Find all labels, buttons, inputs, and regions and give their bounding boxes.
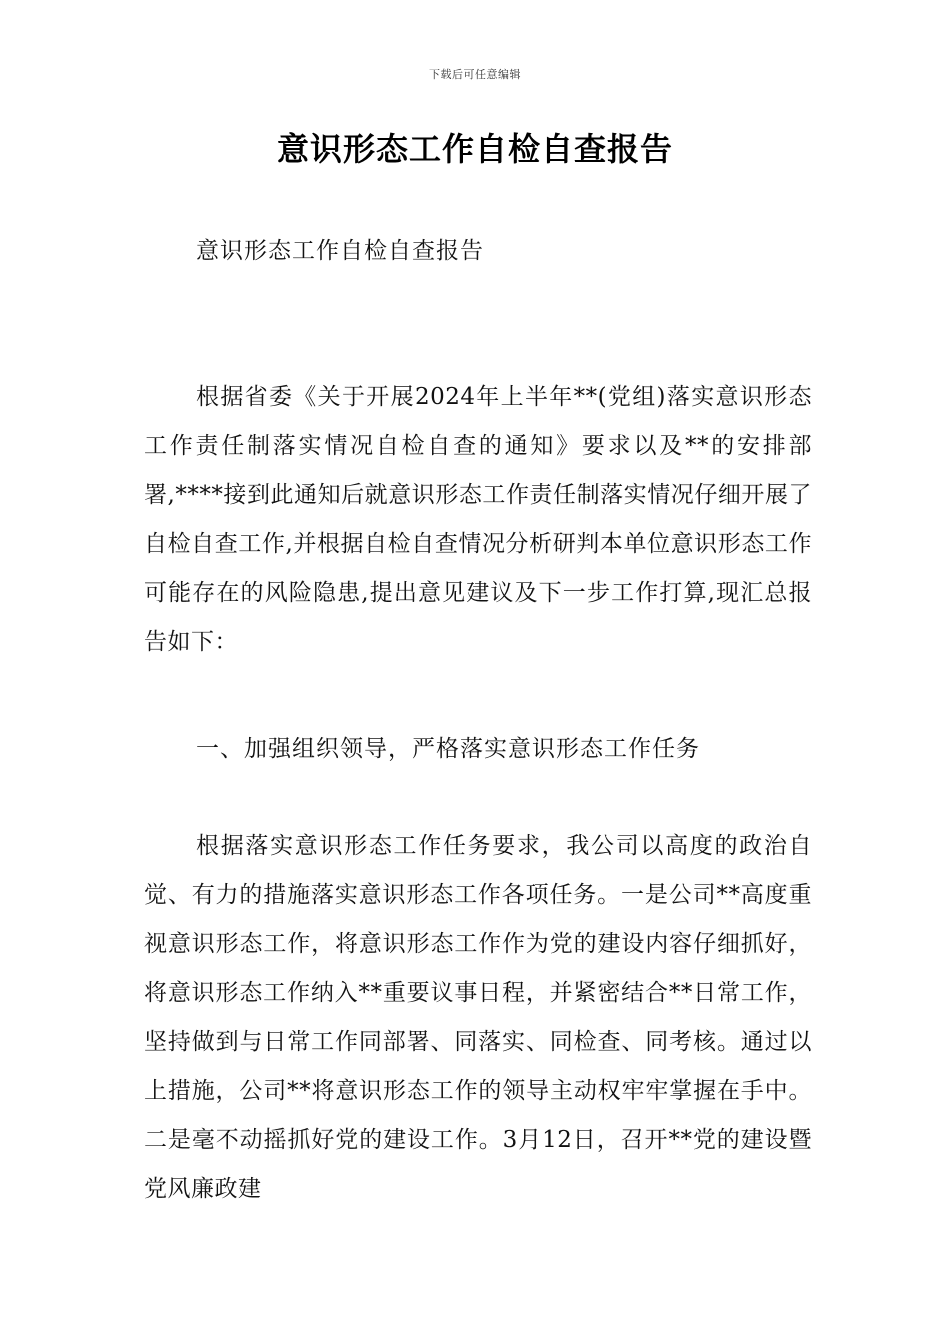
intro-paragraph: 根据省委《关于开展2024年上半年**(党组)落实意识形态工作责任制落实情况自检自查的通知》要求以及**的安排部署,****接到此通知后就意识形态工作责任制落实情况仔细开展了自检自查工作,并根据自检自查情况分析研判本单位意识形态工作可能存在的风险隐患,提出意见建议及下一步工作打算,现汇总报告如下： bbox=[144, 384, 812, 655]
section-heading-1: 一、加强组织领导，严格落实意识形态工作任务 bbox=[196, 736, 700, 762]
section-1-paragraph: 根据落实意识形态工作任务要求，我公司以高度的政治自觉、有力的措施落实意识形态工作各项任务。一是公司**高度重视意识形态工作，将意识形态工作作为党的建设内容仔细抓好，将意识形态工作纳入**重要议事日程，并紧密结合**日常工作，坚持做到与日常工作同部署、同落实、同检查、同考核。通过以上措施，公司**将意识形态工作的领导主动权牢牢掌握在手中。二是毫不动摇抓好党的建设工作。3月12日，召开**党的建设暨党风廉政建 bbox=[144, 833, 812, 1202]
page-header-note: 下载后可任意编辑 bbox=[429, 68, 521, 81]
document-title: 意识形态工作自检自查报告 bbox=[276, 130, 673, 168]
document-subtitle: 意识形态工作自检自查报告 bbox=[196, 238, 484, 264]
